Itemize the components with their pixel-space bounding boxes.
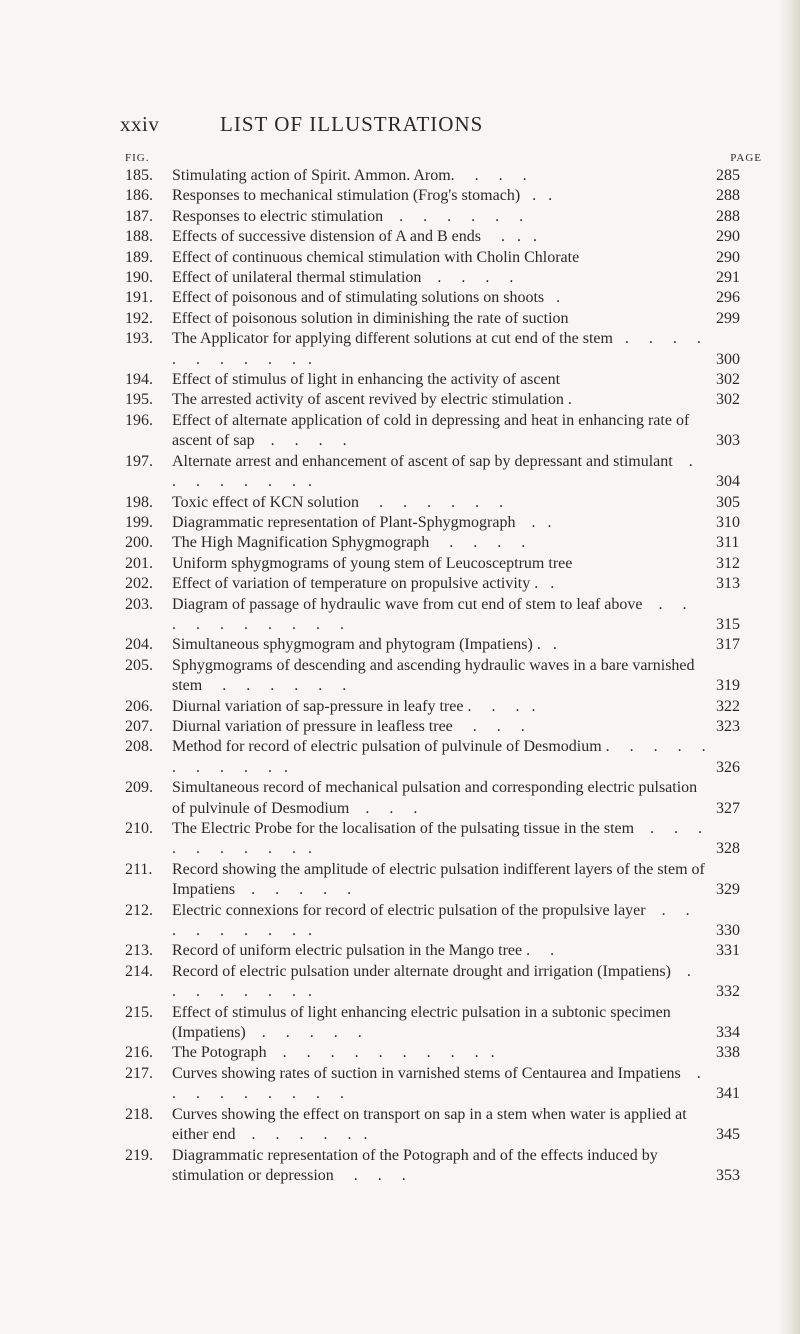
page-number: 323 bbox=[716, 717, 740, 735]
figure-description: Effect of poisonous solution in diminishing the rate of suction bbox=[172, 309, 569, 327]
list-item bbox=[125, 1043, 762, 1063]
figure-description: Effect of stimulus of light in enhancing the activity of ascent bbox=[172, 371, 561, 389]
list-item bbox=[125, 248, 762, 268]
figure-number: 209. bbox=[125, 779, 153, 797]
figure-number: 210. bbox=[125, 820, 153, 837]
page-edge-shadow bbox=[778, 0, 800, 1334]
page-number: 285 bbox=[716, 167, 740, 184]
list-item bbox=[125, 166, 762, 186]
list-item bbox=[125, 268, 762, 288]
figure-number: 203. bbox=[125, 595, 153, 613]
figure-description: Method for record of electric pulsation of pulvinule of Desmodium . . . . . . . . . . . bbox=[172, 738, 726, 776]
figure-description: Diurnal variation of sap-pressure in leafy tree . . . . bbox=[172, 697, 536, 715]
list-item bbox=[125, 227, 762, 247]
list-item bbox=[125, 778, 762, 819]
page-number: 328 bbox=[716, 840, 740, 858]
list-item bbox=[125, 635, 762, 655]
figure-number: 218. bbox=[125, 1105, 153, 1123]
figure-description: Responses to electric stimulation . . . . . . bbox=[172, 207, 524, 225]
list-item bbox=[125, 288, 762, 308]
figure-description: Effect of variation of temperature on propulsive activity . . bbox=[172, 575, 555, 593]
list-item bbox=[125, 533, 762, 553]
fig-column-heading: FIG. bbox=[125, 152, 150, 164]
list-item bbox=[125, 513, 762, 533]
page-number: 319 bbox=[716, 677, 740, 695]
figure-description: Sphygmograms of descending and ascending hydraulic waves in a bare varnished stem . . . . . . bbox=[172, 656, 699, 695]
page-title: LIST OF ILLUSTRATIONS bbox=[220, 112, 484, 136]
page-number: 317 bbox=[716, 636, 740, 654]
figure-description: Effect of poisonous and of stimulating solutions on shoots . bbox=[172, 289, 561, 307]
list-item bbox=[125, 656, 762, 697]
page-number: 313 bbox=[716, 575, 740, 593]
figure-description: Diagrammatic representation of the Potograph and of the effects induced by stimulation or depression . . . bbox=[172, 1146, 662, 1184]
page-number: 290 bbox=[716, 248, 740, 266]
figure-number: 187. bbox=[125, 207, 153, 225]
page-number: 312 bbox=[716, 554, 740, 572]
page-number: 315 bbox=[716, 615, 740, 633]
page-number: 345 bbox=[716, 1126, 740, 1144]
page-number: 330 bbox=[716, 922, 740, 940]
page-number: 302 bbox=[716, 391, 740, 409]
figure-number: 188. bbox=[125, 228, 153, 246]
figure-description: Simultaneous record of mechanical pulsation and corresponding electric pulsation of pulvinule of Desmodium . . . bbox=[172, 779, 702, 817]
figure-number: 191. bbox=[125, 289, 153, 307]
list-item bbox=[125, 1146, 762, 1187]
figure-description: Alternate arrest and enhancement of ascent of sap by depressant and stimulant . . . . . . . . bbox=[172, 452, 713, 491]
list-item bbox=[125, 309, 762, 329]
list-item bbox=[125, 941, 762, 961]
figure-description: The Potograph . . . . . . . . . . bbox=[172, 1044, 495, 1062]
list-item bbox=[125, 1064, 762, 1105]
page-number: 304 bbox=[716, 473, 740, 491]
figure-number: 207. bbox=[125, 717, 153, 735]
page-number: 305 bbox=[716, 493, 740, 511]
list-item bbox=[125, 370, 762, 390]
page-number: 326 bbox=[716, 758, 740, 776]
list-item bbox=[125, 554, 762, 574]
list-item bbox=[125, 697, 762, 717]
page-number: 302 bbox=[716, 371, 740, 389]
figure-number: 196. bbox=[125, 411, 153, 429]
page-number: 338 bbox=[716, 1044, 740, 1062]
page-number: 327 bbox=[716, 799, 740, 817]
figure-description: Uniform sphygmograms of young stem of Leucosceptrum tree bbox=[172, 554, 573, 572]
figure-description: Diurnal variation of pressure in leafless tree . . . bbox=[172, 717, 525, 735]
list-item bbox=[125, 207, 762, 227]
list-item bbox=[125, 819, 762, 860]
list-item bbox=[125, 737, 762, 778]
figure-description: Record of electric pulsation under alternate drought and irrigation (Impatiens) . . . . . . . . bbox=[172, 962, 711, 1001]
figure-number: 186. bbox=[125, 187, 153, 205]
figure-number: 206. bbox=[125, 697, 153, 715]
list-item bbox=[125, 493, 762, 513]
figure-number: 215. bbox=[125, 1003, 153, 1021]
figure-number: 214. bbox=[125, 962, 153, 980]
list-item bbox=[125, 1003, 762, 1044]
figure-description: Record of uniform electric pulsation in the Mango tree . . bbox=[172, 942, 555, 960]
figure-description: The High Magnification Sphygmograph . . . . bbox=[172, 534, 526, 552]
page-number: 288 bbox=[716, 187, 740, 205]
figure-number: 205. bbox=[125, 656, 153, 674]
figure-description: Toxic effect of KCN solution . . . . . . bbox=[172, 493, 503, 511]
page-number: 341 bbox=[716, 1085, 740, 1103]
figure-number: 216. bbox=[125, 1044, 153, 1062]
page-number: 303 bbox=[716, 432, 740, 450]
page-number: 331 bbox=[716, 942, 740, 960]
figure-description: Effect of unilateral thermal stimulation . . . . bbox=[172, 269, 514, 287]
page-number: 311 bbox=[716, 534, 740, 552]
figure-number: 190. bbox=[125, 269, 153, 287]
figure-description: Simultaneous sphygmogram and phytogram (Impatiens) . . bbox=[172, 636, 557, 654]
figure-description: Electric connexions for record of electric pulsation of the propulsive layer . . . . . . . . . bbox=[172, 901, 710, 940]
list-item bbox=[125, 901, 762, 942]
figure-description: Curves showing rates of suction in varnished stems of Centaurea and Impatiens . . . . . . . . . bbox=[172, 1064, 721, 1103]
figure-description: Responses to mechanical stimulation (Frog's stomach) . . bbox=[172, 187, 553, 205]
page-number: 310 bbox=[716, 513, 740, 531]
figure-number: 217. bbox=[125, 1064, 153, 1082]
list-item bbox=[125, 962, 762, 1003]
figure-description: The Applicator for applying different solutions at cut end of the stem . . . . . . . . . . . bbox=[172, 330, 721, 368]
figure-description: Record showing the amplitude of electric pulsation indifferent layers of the stem of Impatiens . . . . . bbox=[172, 860, 709, 899]
figure-number: 204. bbox=[125, 636, 153, 654]
figure-number: 194. bbox=[125, 371, 153, 389]
figure-description: Effect of continuous chemical stimulation with Cholin Chlorate bbox=[172, 248, 580, 266]
figure-number: 193. bbox=[125, 330, 153, 348]
page-folio: xxiv bbox=[120, 112, 160, 136]
page-number: 300 bbox=[716, 350, 740, 368]
page-number: 322 bbox=[716, 697, 740, 715]
figure-number: 195. bbox=[125, 391, 153, 409]
figure-description: Curves showing the effect on transport on sap in a stem when water is applied at either end . . . . . . bbox=[172, 1105, 691, 1144]
figure-number: 198. bbox=[125, 493, 153, 511]
figure-number: 189. bbox=[125, 248, 153, 266]
page-number: 288 bbox=[716, 207, 740, 225]
page-number: 290 bbox=[716, 228, 740, 246]
list-item bbox=[125, 1105, 762, 1146]
page-number: 332 bbox=[716, 983, 740, 1001]
figure-number: 208. bbox=[125, 738, 153, 756]
page-number: 329 bbox=[716, 881, 740, 899]
figure-description: Diagrammatic representation of Plant-Sphygmograph . . bbox=[172, 513, 552, 531]
illustration-list bbox=[125, 166, 762, 1186]
list-item bbox=[125, 186, 762, 206]
list-item bbox=[125, 452, 762, 493]
list-item bbox=[125, 329, 762, 370]
list-item bbox=[125, 574, 762, 594]
figure-number: 213. bbox=[125, 942, 153, 960]
figure-description: Effects of successive distension of A and B ends . . . bbox=[172, 228, 537, 246]
figure-number: 212. bbox=[125, 901, 153, 919]
list-item bbox=[125, 390, 762, 410]
page-number: 291 bbox=[716, 269, 740, 287]
figure-description: Diagram of passage of hydraulic wave from cut end of stem to leaf above . . . . . . . . . . bbox=[172, 595, 707, 633]
list-item bbox=[125, 411, 762, 452]
figure-number: 192. bbox=[125, 309, 153, 327]
figure-number: 199. bbox=[125, 513, 153, 531]
page-number: 353 bbox=[716, 1166, 740, 1184]
list-item bbox=[125, 595, 762, 636]
figure-number: 197. bbox=[125, 452, 153, 470]
page-number: 296 bbox=[716, 289, 740, 307]
figure-description: Effect of alternate application of cold in depressing and heat in enhancing rate of ascent of sap . . . . bbox=[172, 411, 694, 450]
figure-number: 202. bbox=[125, 575, 153, 593]
figure-number: 219. bbox=[125, 1146, 153, 1164]
page-number: 299 bbox=[716, 309, 740, 327]
page-column-heading: PAGE bbox=[730, 152, 762, 164]
figure-description: Effect of stimulus of light enhancing electric pulsation in a subtonic specimen (Impatiens) . . . . . bbox=[172, 1003, 675, 1042]
page-number: 334 bbox=[716, 1024, 740, 1042]
figure-number: 201. bbox=[125, 554, 153, 572]
figure-number: 211. bbox=[125, 860, 153, 878]
figure-description: The Electric Probe for the localisation of the pulsating tissue in the stem . . . . . . . . . . bbox=[172, 820, 723, 858]
figure-description: The arrested activity of ascent revived by electric stimulation . bbox=[172, 391, 572, 409]
figure-description: Stimulating action of Spirit. Ammon. Arom. . . . bbox=[172, 167, 527, 184]
list-item bbox=[125, 717, 762, 737]
figure-number: 185. bbox=[125, 167, 153, 184]
figure-number: 200. bbox=[125, 534, 153, 552]
list-item bbox=[125, 860, 762, 901]
